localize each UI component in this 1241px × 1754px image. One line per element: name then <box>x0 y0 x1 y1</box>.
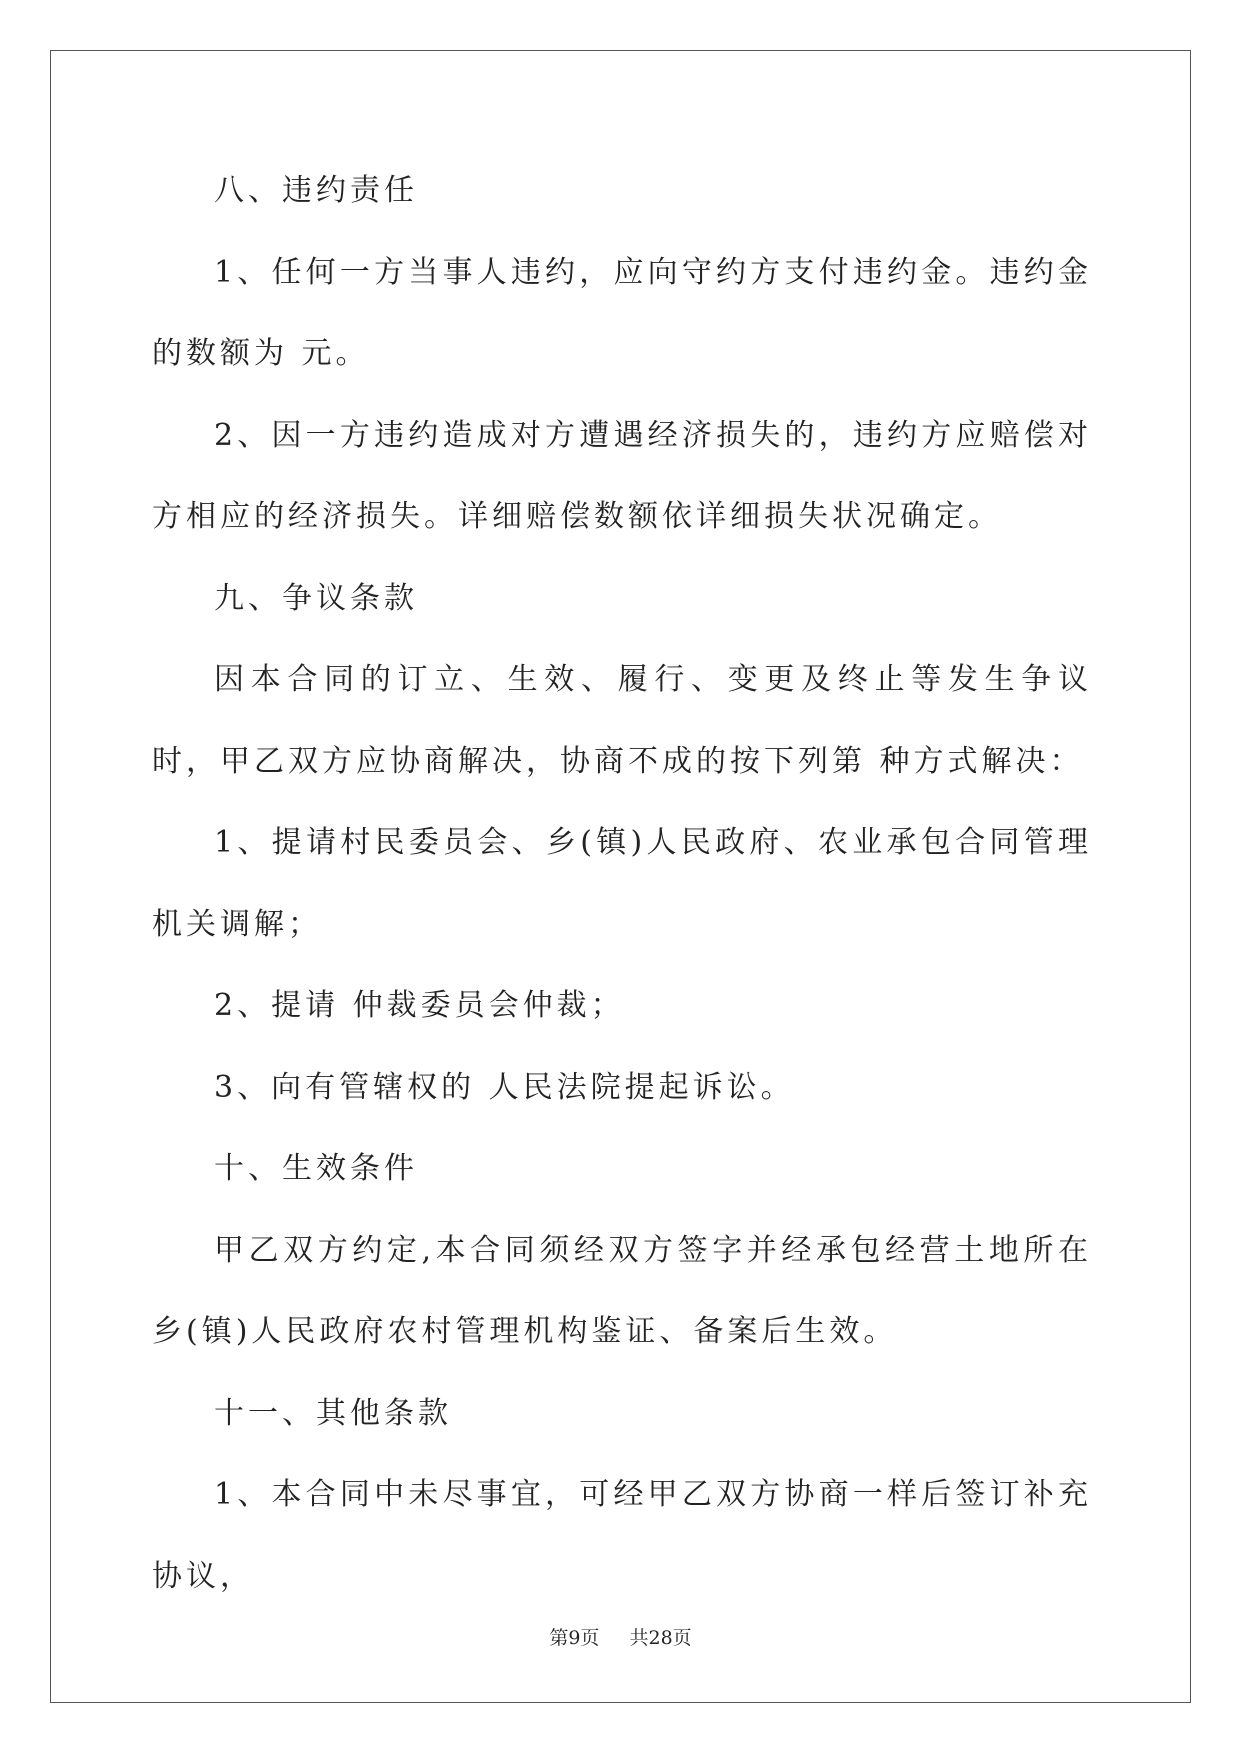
paragraph: 2、因一方违约造成对方遭遇经济损失的，违约方应赔偿对方相应的经济损失。详细赔偿数额依详细损失状况确定。 <box>152 417 1092 534</box>
paragraph: 1、本合同中未尽事宜，可经甲乙双方协商一样后签订补充协议， <box>152 1477 1092 1594</box>
paragraph: 1、提请村民委员会、乡(镇)人民政府、农业承包合同管理机关调解； <box>152 825 1092 942</box>
page-footer <box>0 1623 1241 1650</box>
heading-effective-conditions: 十、生效条件 <box>214 1151 418 1186</box>
paragraph: 2、提请 仲裁委员会仲裁； <box>214 988 625 1023</box>
document-body <box>152 150 1092 1617</box>
heading-breach-liability: 八、违约责任 <box>214 173 418 208</box>
heading-other-clauses: 十一、其他条款 <box>214 1395 452 1431</box>
paragraph: 甲乙双方约定,本合同须经双方签字并经承包经营土地所在乡(镇)人民政府农村管理机构鉴证、备案后生效。 <box>152 1232 1092 1349</box>
current-page-number: 第9页 <box>549 1627 600 1649</box>
paragraph: 3、向有管辖权的 人民法院提起诉讼。 <box>214 1069 795 1105</box>
paragraph: 因本合同的订立、生效、履行、变更及终止等发生争议时，甲乙双方应协商解决，协商不成的按下列第 种方式解决： <box>152 662 1092 779</box>
paragraph: 1、任何一方当事人违约，应向守约方支付违约金。违约金的数额为 元。 <box>152 254 1092 371</box>
heading-dispute-clause: 九、争议条款 <box>214 580 418 616</box>
total-page-count: 共28页 <box>629 1627 692 1649</box>
